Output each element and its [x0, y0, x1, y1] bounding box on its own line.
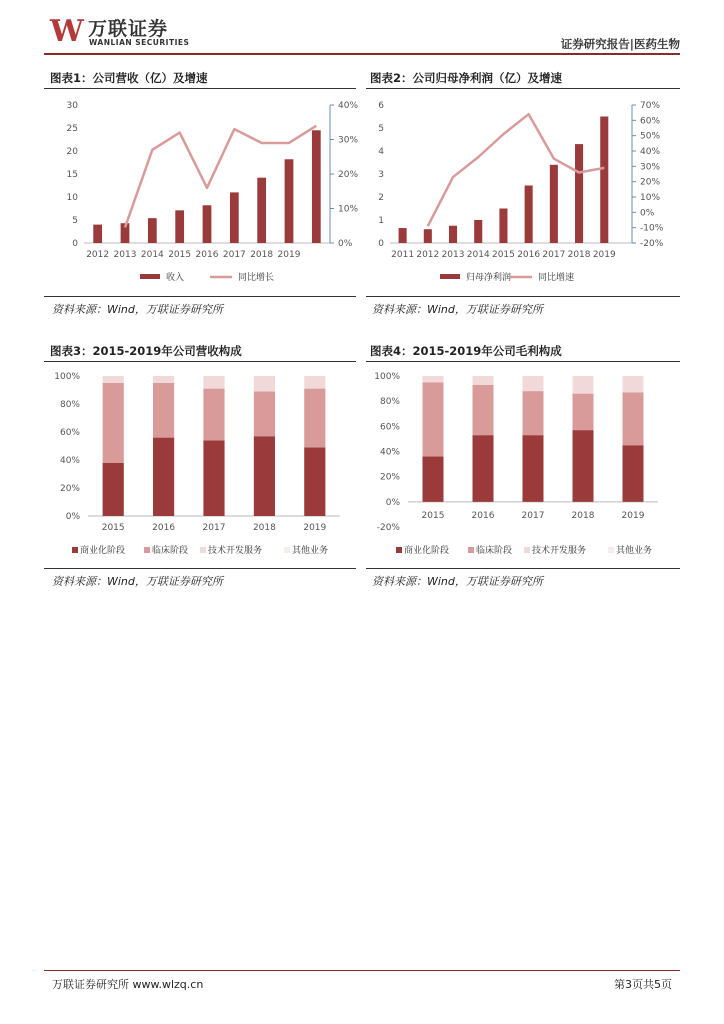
y-tick-label: 2 — [378, 193, 384, 203]
stack-segment — [304, 447, 325, 516]
figure2-caption-line — [366, 88, 680, 89]
x-tick-label: 2017 — [521, 511, 545, 521]
y2-tick-label: 20% — [640, 177, 661, 188]
stack-segment — [103, 376, 124, 383]
figure3-caption-line — [44, 361, 356, 362]
logo-text-en: WANLIAN SECURITIES — [89, 38, 190, 47]
y-tick-label: 0% — [385, 497, 400, 508]
stack-segment — [423, 382, 444, 456]
x-tick-label: 2016 — [517, 250, 541, 260]
bar — [93, 225, 102, 243]
x-tick-label: 2018 — [252, 523, 276, 533]
figure2-source-line — [366, 296, 680, 297]
legend-swatch — [524, 547, 530, 553]
y-tick-label: 20% — [379, 472, 400, 483]
stack-segment — [573, 430, 594, 502]
y-tick-label: 1 — [378, 216, 384, 226]
bar — [424, 229, 432, 243]
x-tick-label: 2014 — [466, 250, 490, 260]
y2-tick-label: -20% — [640, 239, 664, 249]
chart-net-profit — [366, 90, 680, 295]
company-logo — [50, 14, 200, 48]
y-tick-label: 60% — [379, 422, 400, 433]
y-tick-label: 20 — [66, 147, 78, 157]
bar — [600, 117, 608, 244]
bar — [285, 159, 294, 243]
figure4-source: 资料来源：Wind，万联证券研究所 — [372, 575, 543, 588]
stack-segment — [623, 376, 644, 392]
figure4-source-line — [366, 568, 680, 569]
legend-swatch — [144, 547, 150, 553]
y-tick-label: 60% — [59, 428, 80, 438]
bar — [148, 218, 157, 243]
figure2-source: 资料来源：Wind，万联证券研究所 — [372, 303, 543, 316]
x-tick-label: 2011 — [391, 250, 415, 260]
legend-swatch — [396, 547, 402, 553]
y-tick-label: 5 — [72, 216, 78, 226]
stack-segment — [254, 376, 275, 391]
x-tick-label: 2018 — [250, 250, 274, 260]
bar — [525, 186, 533, 244]
y-tick-label: 25 — [66, 124, 78, 134]
figure4-caption: 图表4：2015-2019年公司毛利构成 — [370, 344, 562, 358]
report-type: 证券研究报告|医药生物 — [560, 37, 680, 51]
legend-label: 商业化阶段 — [404, 546, 450, 556]
chart-gross-profit-structure — [366, 363, 680, 567]
x-tick-label: 2016 — [471, 511, 495, 521]
stack-segment — [523, 391, 544, 435]
figure1-caption: 图表1：公司营收（亿）及增速 — [50, 71, 208, 85]
figure3-source: 资料来源：Wind，万联证券研究所 — [52, 575, 223, 588]
x-tick-label: 2016 — [195, 250, 219, 260]
y-tick-label: 40% — [59, 456, 80, 466]
bar — [399, 228, 407, 243]
x-tick-label: 2019 — [592, 250, 616, 260]
legend-swatch-bar — [440, 274, 460, 279]
y-tick-label: 80% — [59, 400, 80, 410]
legend-swatch — [72, 547, 78, 553]
figure3-source-line — [44, 568, 356, 569]
legend-label: 临床阶段 — [152, 546, 189, 556]
stack-segment — [523, 376, 544, 391]
legend-swatch — [200, 547, 206, 553]
stack-segment — [304, 389, 325, 448]
x-tick-label: 2019 — [621, 511, 645, 521]
y2-tick-label: 0% — [338, 239, 353, 249]
stack-segment — [473, 376, 494, 385]
legend-label: 归母净利润 — [466, 273, 512, 283]
legend-swatch — [284, 547, 290, 553]
figure4-caption-line — [366, 361, 680, 362]
legend-label: 同比增长 — [238, 273, 275, 283]
legend-label: 同比增速 — [538, 273, 575, 283]
x-tick-label: 2013 — [441, 250, 465, 260]
footer-left: 万联证券研究所 www.wlzq.cn — [52, 978, 204, 991]
header-divider — [44, 53, 680, 55]
x-tick-label: 2019 — [277, 250, 301, 260]
x-tick-label: 2012 — [86, 250, 110, 260]
y2-tick-label: 70% — [640, 101, 661, 111]
x-tick-label: 2018 — [571, 511, 595, 521]
logo-mark: W — [50, 14, 81, 49]
legend-label: 其他业务 — [292, 546, 329, 556]
y2-tick-label: 0% — [640, 208, 655, 219]
bar — [499, 209, 507, 244]
y2-tick-label: 10% — [338, 204, 359, 215]
legend-label: 商业化阶段 — [80, 546, 126, 556]
y2-tick-label: -10% — [640, 223, 664, 234]
stack-segment — [304, 376, 325, 389]
page-number: 第3页共5页 — [614, 978, 672, 991]
bar — [449, 226, 457, 243]
stack-segment — [103, 463, 124, 516]
x-tick-label: 2017 — [202, 523, 226, 533]
y2-tick-label: 50% — [640, 131, 661, 142]
legend-label: 其他业务 — [616, 546, 653, 556]
stack-segment — [254, 436, 275, 516]
stack-segment — [573, 376, 594, 394]
legend-label: 临床阶段 — [476, 546, 513, 556]
figure1-source: 资料来源：Wind，万联证券研究所 — [52, 303, 223, 316]
legend-swatch — [608, 547, 614, 553]
figure1-source-line — [44, 296, 356, 297]
y-tick-label: 0 — [378, 239, 384, 249]
legend-label: 技术开发服务 — [208, 546, 263, 556]
y-tick-label: 100% — [374, 372, 400, 382]
x-tick-label: 2014 — [140, 250, 164, 260]
x-tick-label: 2015 — [421, 511, 445, 521]
y2-tick-label: 60% — [640, 116, 661, 127]
y-tick-label: 6 — [378, 101, 384, 111]
stack-segment — [153, 438, 174, 516]
bar — [230, 192, 239, 243]
y2-tick-label: 30% — [338, 135, 359, 146]
y-tick-label: 0% — [65, 512, 80, 522]
y2-tick-label: 20% — [338, 170, 359, 180]
figure1-caption-line — [44, 88, 356, 89]
bar — [312, 130, 321, 243]
y-tick-label: 20% — [59, 484, 80, 494]
y-tick-label: 100% — [54, 372, 80, 382]
legend-label: 技术开发服务 — [532, 546, 587, 556]
stack-segment — [103, 383, 124, 463]
legend-swatch — [468, 547, 474, 553]
x-tick-label: 2015 — [168, 250, 192, 260]
stack-segment — [423, 376, 444, 382]
x-tick-label: 2013 — [113, 250, 137, 260]
stack-segment — [473, 385, 494, 435]
y2-tick-label: 40% — [338, 101, 359, 111]
y-tick-label: 5 — [378, 124, 384, 134]
y-tick-label: 80% — [379, 397, 400, 408]
stack-segment — [623, 445, 644, 502]
y-tick-label: 3 — [378, 170, 384, 180]
y-tick-label: 0 — [72, 239, 78, 249]
stack-segment — [203, 389, 224, 441]
footer-divider — [44, 970, 680, 971]
x-tick-label: 2016 — [152, 523, 176, 533]
stack-segment — [254, 391, 275, 436]
y-tick-label: 10 — [66, 193, 78, 203]
stack-segment — [473, 435, 494, 502]
x-tick-label: 2018 — [567, 250, 591, 260]
stack-segment — [523, 435, 544, 502]
x-tick-label: 2019 — [303, 523, 327, 533]
y-tick-label: -20% — [376, 523, 400, 533]
y-tick-label: 15 — [66, 170, 78, 180]
y-tick-label: 30 — [66, 101, 78, 111]
y-tick-label: 4 — [378, 147, 384, 157]
stack-segment — [573, 394, 594, 430]
y-tick-label: 40% — [379, 447, 400, 458]
x-tick-label: 2012 — [416, 250, 440, 260]
legend-label: 收入 — [166, 273, 185, 283]
x-tick-label: 2017 — [222, 250, 246, 260]
x-tick-label: 2017 — [542, 250, 566, 260]
stack-segment — [153, 383, 174, 438]
stack-segment — [623, 392, 644, 445]
stack-segment — [423, 457, 444, 502]
bar — [175, 210, 184, 243]
bar — [203, 205, 212, 243]
figure3-caption: 图表3：2015-2019年公司营收构成 — [50, 344, 242, 358]
bar — [575, 144, 583, 243]
stack-segment — [203, 440, 224, 516]
bar — [474, 220, 482, 243]
y2-tick-label: 10% — [640, 193, 661, 203]
logo-text-cn: 万联证券 — [88, 18, 169, 40]
stack-segment — [203, 376, 224, 389]
y2-tick-label: 40% — [640, 147, 661, 157]
bar — [257, 178, 266, 243]
legend-swatch-bar — [140, 274, 160, 279]
chart-revenue-structure — [44, 363, 356, 567]
figure2-caption: 图表2：公司归母净利润（亿）及增速 — [370, 71, 562, 85]
bar — [550, 165, 558, 243]
stack-segment — [153, 376, 174, 383]
x-tick-label: 2015 — [491, 250, 515, 260]
y2-tick-label: 30% — [640, 162, 661, 173]
x-tick-label: 2015 — [101, 523, 125, 533]
chart-revenue — [44, 90, 359, 295]
